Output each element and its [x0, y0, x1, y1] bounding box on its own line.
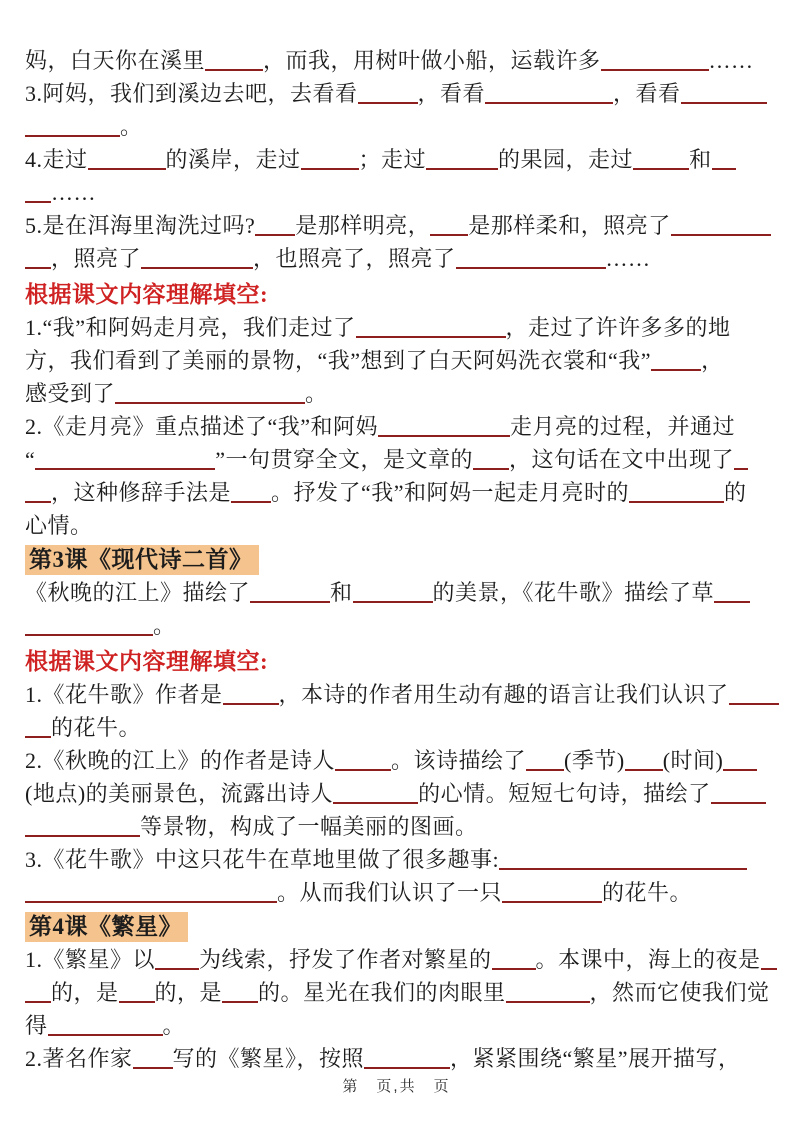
fill-in-blank [250, 587, 330, 603]
text-line [25, 843, 769, 876]
page-footer: 第 页,共 页 [342, 1078, 451, 1095]
text-line [25, 44, 769, 77]
instruction-heading [25, 278, 769, 311]
text-line [25, 476, 769, 509]
text-run: 的心情。短短七句诗，描绘了 [418, 781, 711, 806]
fill-in-blank [25, 121, 120, 137]
fill-in-blank [456, 253, 606, 269]
text-run: 走月亮的过程，并通过 [510, 414, 736, 439]
fill-in-blank [473, 454, 509, 470]
fill-in-blank [301, 154, 359, 170]
fill-in-blank [681, 88, 767, 104]
text-line [25, 143, 769, 176]
fill-in-blank [502, 887, 602, 903]
text-line [25, 377, 769, 410]
fill-in-blank [426, 154, 498, 170]
fill-in-blank [430, 220, 468, 236]
fill-in-blank [222, 987, 258, 1003]
text-run: 2.《秋晚的江上》的作者是诗人 [25, 748, 336, 773]
text-run: ，紧紧围绕“繁星”展开描写， [450, 1046, 741, 1071]
text-run: 。 [162, 1013, 186, 1038]
fill-in-blank [231, 487, 271, 503]
fill-in-blank [671, 220, 771, 236]
fill-in-blank [335, 755, 391, 771]
text-run: 3.《花牛歌》中这只花牛在草地里做了很多趣事: [25, 847, 500, 872]
text-line [25, 176, 769, 209]
text-line [25, 876, 769, 909]
text-run: 妈，白天你在溪里 [25, 48, 206, 73]
fill-in-blank [723, 755, 757, 771]
text-run: ，也照亮了，照亮了 [253, 246, 456, 271]
text-run: 和 [689, 147, 712, 172]
text-run: ，这句话在文中出现了 [509, 447, 735, 472]
text-line [25, 810, 769, 843]
text-line [25, 1042, 769, 1075]
text-line [25, 678, 769, 711]
text-run: 1.“我”和阿妈走月亮，我们走过了 [25, 315, 356, 340]
text-run: …… [605, 246, 651, 271]
fill-in-blank [35, 454, 215, 470]
lesson-heading-highlight [25, 912, 188, 942]
text-run: 。抒发了“我”和阿妈一起走月亮时的 [271, 480, 630, 505]
text-run: 。该诗描绘了 [391, 748, 527, 773]
text-run: (地点)的美丽景色，流露出诗人 [25, 781, 334, 806]
text-line [25, 443, 769, 476]
text-line [25, 77, 769, 110]
fill-in-blank [205, 55, 263, 71]
text-line [25, 509, 769, 542]
text-run: 的花牛。 [602, 880, 693, 905]
text-run: ，走过了许许多多的地 [505, 315, 731, 340]
fill-in-blank [714, 587, 750, 603]
text-run: 为线索，抒发了作者对繁星的 [199, 947, 492, 972]
fill-in-blank [492, 954, 536, 970]
lesson-heading-highlight [25, 545, 259, 575]
text-run: 的溪岸，走过 [165, 147, 301, 172]
text-run: 。 [153, 613, 176, 638]
fill-in-blank [353, 587, 433, 603]
text-run: 。本课中，海上的夜是 [535, 947, 761, 972]
text-run: 1.《繁星》以 [25, 947, 156, 972]
text-line [25, 410, 769, 443]
text-run: ，而我，用树叶做小船，运载许多 [263, 48, 601, 73]
fill-in-blank [333, 788, 418, 804]
text-run: 是那样明亮， [295, 213, 431, 238]
text-run: 第3课《现代诗二首》 [29, 547, 253, 572]
text-line [25, 976, 769, 1009]
text-run: 第4课《繁星》 [29, 914, 182, 939]
fill-in-blank [119, 987, 155, 1003]
text-run: 的果园，走过 [498, 147, 634, 172]
text-run: 2.著名作家 [25, 1046, 133, 1071]
text-run: 的，是 [51, 980, 119, 1005]
text-run: 。 [305, 381, 328, 406]
lesson-heading [25, 910, 769, 943]
text-line [25, 576, 769, 609]
text-run: ， [701, 348, 724, 373]
text-run: 。 [120, 114, 143, 139]
text-line [25, 1009, 769, 1042]
text-line [25, 344, 769, 377]
fill-in-blank [255, 220, 295, 236]
text-run: ，这种修辞手法是 [51, 480, 232, 505]
text-run: 的，是 [154, 980, 223, 1005]
fill-in-blank [48, 1020, 163, 1036]
text-run: ，看看 [417, 81, 486, 106]
text-run: (时间) [662, 748, 724, 773]
text-line [25, 777, 769, 810]
fill-in-blank [25, 821, 140, 837]
text-line [25, 711, 769, 744]
fill-in-blank [356, 322, 506, 338]
fill-in-blank [378, 421, 510, 437]
text-run: “ [25, 447, 36, 472]
text-run: ，然而它使我们觉 [589, 980, 770, 1005]
fill-in-blank [25, 620, 153, 636]
text-run: 2.《走月亮》重点描述了“我”和阿妈 [25, 414, 379, 439]
instruction-heading [25, 645, 769, 678]
text-run: 的美景，《花牛歌》描绘了草 [432, 580, 715, 605]
text-run: 的 [724, 480, 747, 505]
fill-in-blank [711, 788, 766, 804]
fill-in-blank [88, 154, 166, 170]
fill-in-blank [526, 755, 564, 771]
text-line [25, 744, 769, 777]
text-run: ，本诗的作者用生动有趣的语言让我们认识了 [278, 682, 729, 707]
fill-in-blank [601, 55, 709, 71]
fill-in-blank [115, 388, 305, 404]
text-run: 1.《花牛歌》作者是 [25, 682, 223, 707]
text-run: 等景物，构成了一幅美丽的图画。 [140, 814, 478, 839]
fill-in-blank [364, 1053, 450, 1069]
fill-in-blank [761, 954, 777, 970]
fill-in-blank [629, 487, 724, 503]
text-run: …… [708, 48, 754, 73]
text-run: 心情。 [25, 513, 93, 538]
fill-in-blank [729, 689, 779, 705]
fill-in-blank [358, 88, 418, 104]
fill-in-blank [25, 187, 51, 203]
text-run: 感受到了 [25, 381, 116, 406]
text-run: 5.是在洱海里淘洗过吗? [25, 213, 256, 238]
fill-in-blank [506, 987, 590, 1003]
text-run: 写的《繁星》，按照 [172, 1046, 365, 1071]
fill-in-blank [499, 854, 747, 870]
lesson-heading [25, 543, 769, 576]
text-run: ，照亮了 [51, 246, 142, 271]
text-line [25, 609, 769, 642]
text-line [25, 242, 769, 275]
fill-in-blank [25, 722, 51, 738]
fill-in-blank [712, 154, 736, 170]
fill-in-blank [651, 355, 701, 371]
text-run: …… [51, 180, 96, 205]
text-run: 和 [330, 580, 353, 605]
text-run: 的。星光在我们的肉眼里 [258, 980, 506, 1005]
text-run: 根据课文内容理解填空: [25, 282, 269, 307]
text-run: ”一句贯穿全文，是文章的 [215, 447, 474, 472]
fill-in-blank [25, 887, 277, 903]
fill-in-blank [25, 487, 51, 503]
text-run: 。从而我们认识了一只 [277, 880, 503, 905]
text-run: 方，我们看到了美丽的景物，“我”想到了白天阿妈洗衣裳和“我” [25, 348, 652, 373]
text-run: 是那样柔和，照亮了 [468, 213, 671, 238]
text-run: 根据课文内容理解填空: [25, 649, 269, 674]
fill-in-blank [625, 755, 663, 771]
text-line [25, 311, 769, 344]
text-run: 的花牛。 [51, 715, 142, 740]
fill-in-blank [155, 954, 199, 970]
fill-in-blank [633, 154, 689, 170]
fill-in-blank [133, 1053, 173, 1069]
text-run: 3.阿妈，我们到溪边去吧，去看看 [25, 81, 358, 106]
text-run: (季节) [564, 748, 625, 773]
fill-in-blank [734, 454, 748, 470]
fill-in-blank [25, 987, 51, 1003]
text-run: ；走过 [358, 147, 427, 172]
text-run: 4.走过 [25, 147, 88, 172]
fill-in-blank [141, 253, 253, 269]
text-line [25, 209, 769, 242]
text-line [25, 110, 769, 143]
fill-in-blank [223, 689, 279, 705]
text-run: ，看看 [613, 81, 681, 106]
fill-in-blank [25, 253, 51, 269]
fill-in-blank [485, 88, 613, 104]
text-run: 得 [25, 1013, 48, 1038]
text-run: 《秋晚的江上》描绘了 [25, 580, 251, 605]
text-line [25, 943, 769, 976]
